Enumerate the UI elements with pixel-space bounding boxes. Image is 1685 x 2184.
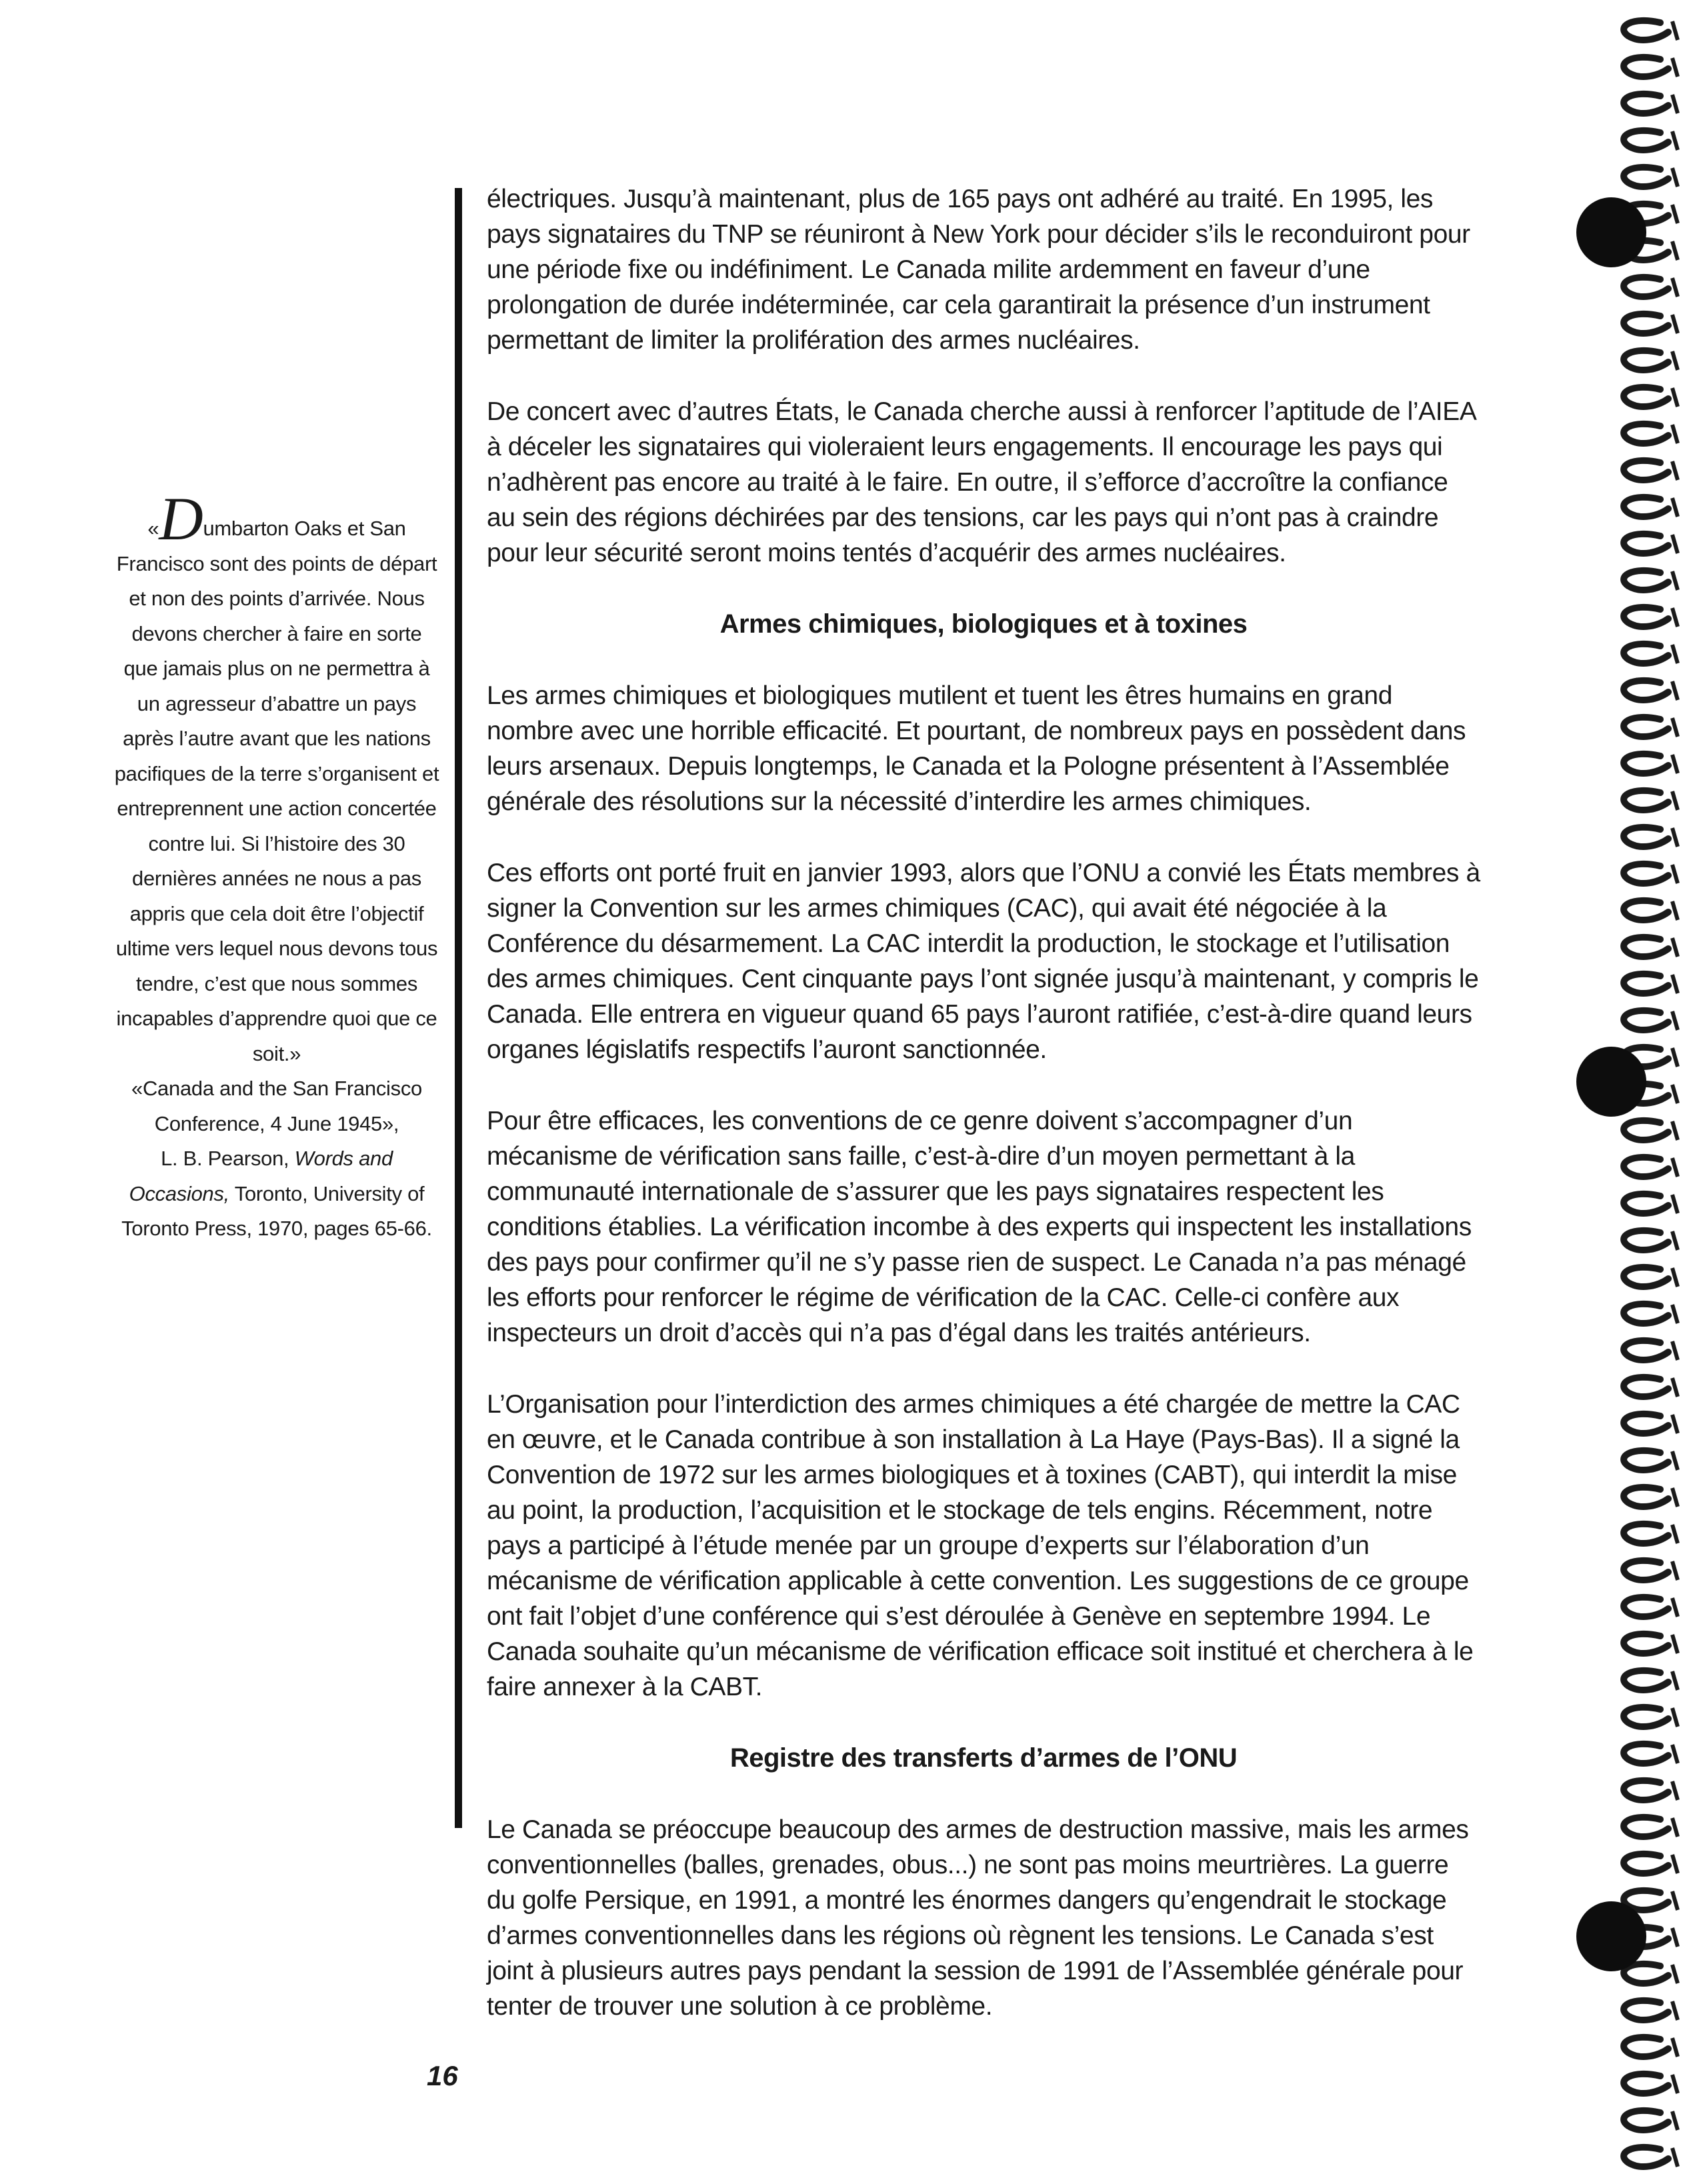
spiral-loop (1624, 387, 1668, 407)
spiral-wire (1672, 865, 1678, 883)
paragraph: électriques. Jusqu’à maintenant, plus de 165 pays ont adhéré au traité. En 1995, les pays signataires du TNP se réuniront à New York pour décider s’ils le reconduiront pour une période fixe ou indéfiniment. Le Canada milite ardemment en faveur d’une prolongation de durée indéterminée, car cela garantirait la présence d’un instrument permettant de limiter la prolifération des armes nucléaires. (487, 185, 1470, 355)
paragraph: L’Organisation pour l’interdiction des armes chimiques a été chargée de mettre la CAC en œuvre, et le Canada contribue à son installation à La Haye (Pays-Bas). Il a signé la Convention de 1972 sur les armes biologiques et à toxines (CABT), qui interdit la mise au point, la production, l’acquisition et le stockage de tels engins. Récemment, notre pays a participé à l’étude menée par un groupe d’experts sur l’élaboration d’un mécanisme de vérification applicable à cette convention. Les suggestions de ce groupe ont fait l’objet d’une conférence qui s’est déroulée à Genève en septembre 1994. Le Canada souhaite qu’un mécanisme de vérification efficace soit institué et cherchera à le faire annexer à la CABT. (487, 1390, 1474, 1701)
spiral-loop (1624, 827, 1668, 847)
spiral-wire (1672, 131, 1678, 150)
spiral-loop (1624, 57, 1668, 77)
spiral-loop (1624, 424, 1668, 443)
citation-publisher: Toronto, University of Toronto Press, 1970, pages 65-66. (121, 1181, 432, 1240)
spiral-loop (1624, 607, 1668, 627)
spiral-wire (1672, 95, 1678, 113)
spiral-loop (1624, 1817, 1668, 1837)
spiral-loop (1624, 937, 1668, 957)
spiral-wire (1672, 828, 1678, 847)
spiral-loop (1624, 1744, 1668, 1763)
spiral-loop (1624, 1487, 1668, 1507)
page-number: 16 (427, 2060, 458, 2091)
spiral-wire (1672, 755, 1678, 773)
quote-text (113, 485, 440, 1071)
spiral-wire (1672, 2001, 1678, 2020)
spiral-loop (1624, 1634, 1668, 1653)
spiral-wire (1672, 498, 1678, 517)
spiral-wire (1672, 351, 1678, 370)
spiral-loop (1624, 1451, 1668, 1470)
spiral-wire (1672, 168, 1678, 187)
spiral-loop (1624, 681, 1668, 700)
spiral-wire (1672, 901, 1678, 920)
sidebar-quote (113, 485, 440, 1247)
quote-body: umbarton Oaks et San Francisco sont des points de départ et non des points d’arrivée. Nous devons chercher à faire en sorte que jamais plus on ne permettra à un agresseur d’abattre un pays après l’autre avant que les nations pacifiques de la terre s’organisent et entreprennent une action concertée contre lui. Si l’histoire des 30 dernières années ne nous a pas appris que cela doit être l’objectif ultime vers lequel nous devons tous tendre, c’est que nous sommes incapables d’apprendre quoi que ce soit.» (114, 517, 439, 1065)
spiral-loop (1624, 754, 1668, 773)
spiral-loop (1624, 167, 1668, 187)
spiral-wire (1672, 1891, 1678, 1910)
spiral-wire (1672, 645, 1678, 663)
spiral-wire (1672, 461, 1678, 480)
section-heading: Registre des transferts d’armes de l’ONU (729, 1743, 1238, 1773)
spiral-loop (1624, 1854, 1668, 1873)
spiral-loop (1624, 1194, 1668, 1213)
spiral-loop (1624, 1341, 1668, 1360)
quote-citation (113, 1071, 440, 1247)
spiral-wire (1672, 1231, 1678, 1250)
spiral-wire (1672, 2075, 1678, 2093)
spiral-loop (1624, 277, 1668, 297)
spiral-wire (1672, 1928, 1678, 1947)
spiral-wire (1672, 1195, 1678, 1213)
spiral-loop (1624, 2037, 1668, 2057)
spiral-wire (1672, 1011, 1678, 1030)
spiral-wire (1672, 1415, 1678, 1433)
spiral-wire (1672, 535, 1678, 553)
spiral-wire (1672, 718, 1678, 737)
paragraph: Le Canada se préoccupe beaucoup des armes de destruction massive, mais les armes conventionnelles (balles, grenades, obus...) ne sont pas moins meurtrières. La guerre du golfe Persique, en 1991, a montré les énormes dangers qu’engendrait le stockage d’armes conventionnelles dans les régions où règnent les tensions. Le Canada s’est joint à plusieurs autres pays pendant la session de 1991 de l’Assemblée générale pour tenter de trouver une solution à ce problème. (487, 1815, 1469, 2021)
spiral-loop (1624, 644, 1668, 663)
spiral-loop (1624, 2147, 1668, 2167)
spiral-loop (1624, 2001, 1668, 2020)
spiral-wire (1672, 1745, 1678, 1763)
spiral-loop (1624, 461, 1668, 480)
citation-author: L. B. Pearson, (161, 1147, 289, 1170)
spiral-loop (1624, 1964, 1668, 1983)
spiral-loop (1624, 2074, 1668, 2093)
spiral-loop (1624, 1011, 1668, 1030)
paragraph: De concert avec d’autres États, le Canada cherche aussi à renforcer l’aptitude de l’AIEA à déceler les signataires qui violeraient leurs engagements. Il encourage les pays qui n’adhèrent pas encore au traité à le faire. En outre, il s’efforce d’accroître la confiance au sein des régions déchirées par des tensions, car les pays qui n’ont pas à craindre pour leur sécurité seront moins tentés d’acquérir des armes nucléaires. (487, 397, 1476, 567)
spiral-wire (1672, 278, 1678, 297)
spiral-loop (1624, 901, 1668, 920)
spiral-wire (1672, 1451, 1678, 1470)
spiral-wire (1672, 975, 1678, 993)
spiral-wire (1672, 1341, 1678, 1360)
spiral-wire (1672, 1488, 1678, 1507)
spiral-wire (1672, 571, 1678, 590)
spiral-wire (1672, 241, 1678, 260)
spiral-loop (1624, 131, 1668, 150)
spiral-wire (1672, 205, 1678, 223)
spiral-wire (1672, 388, 1678, 407)
spiral-loop (1624, 314, 1668, 333)
spiral-wire (1672, 1085, 1678, 1103)
spiral-wire (1672, 425, 1678, 443)
drop-cap: D (159, 485, 203, 553)
spiral-wire (1672, 681, 1678, 700)
spiral-loop (1624, 2111, 1668, 2130)
spiral-loop (1624, 21, 1668, 40)
spiral-wire (1672, 608, 1678, 627)
spiral-wire (1672, 315, 1678, 333)
spiral-wire (1672, 1965, 1678, 1983)
spiral-wire (1672, 1158, 1678, 1177)
spiral-wire (1672, 1048, 1678, 1067)
spiral-loop (1624, 351, 1668, 370)
spiral-loop (1624, 864, 1668, 883)
spiral-loop (1624, 1597, 1668, 1617)
spiral-loop (1624, 1671, 1668, 1690)
spiral-wire (1672, 2148, 1678, 2167)
punch-hole (1576, 197, 1646, 267)
spiral-loop (1624, 1781, 1668, 1800)
spiral-wire (1672, 1378, 1678, 1397)
spiral-wire (1672, 1561, 1678, 1580)
spiral-wire (1672, 1305, 1678, 1323)
spiral-loop (1624, 534, 1668, 553)
spiral-loop (1624, 1707, 1668, 1727)
spiral-loop (1624, 791, 1668, 810)
spiral-wire (1672, 1781, 1678, 1800)
spiral-wire (1672, 2111, 1678, 2130)
paragraph: Pour être efficaces, les conventions de ce genre doivent s’accompagner d’un mécanisme de vérification sans faille, c’est-à-dire d’un moyen permettant à la communauté internationale de s’assurer que les pays signataires respectent les conditions établies. La vérification incombe à des experts qui inspectent les installations des pays pour confirmer qu’il ne s’y passe rien de suspect. Le Canada n’a pas ménagé les efforts pour renforcer le régime de vérification de la CAC. Celle-ci confère aux inspecteurs un droit d’accès qui n’a pas d’égal dans les traités antérieurs. (487, 1107, 1472, 1347)
spiral-loop (1624, 1157, 1668, 1177)
spiral-loop (1624, 1524, 1668, 1543)
spiral-wire (1672, 1268, 1678, 1287)
spiral-wire (1672, 1855, 1678, 1873)
paragraph: Ces efforts ont porté fruit en janvier 1993, alors que l’ONU a convié les États membres à signer la Convention sur les armes chimiques (CAC), qui avait été négociée à la Conférence du désarmement. La CAC interdit la production, le stockage et l’utilisation des armes chimiques. Cent cinquante pays l’ont signée jusqu’à maintenant, y compris le Canada. Elle entrera en vigueur quand 65 pays l’auront ratifiée, c’est-à-dire quand leurs organes législatifs respectifs l’auront sanctionnée. (487, 859, 1480, 1064)
paragraph: Les armes chimiques et biologiques mutilent et tuent les êtres humains en grand nombre avec une horrible efficacité. Et pourtant, de nombreux pays en possèdent dans leurs arsenaux. Depuis longtemps, le Canada et la Pologne présentent à l’Assemblée générale des résolutions sur la nécessité d’interdire les armes chimiques. (487, 681, 1466, 816)
spiral-wire (1672, 1635, 1678, 1653)
spiral-wire (1672, 1525, 1678, 1543)
spiral-wire (1672, 1671, 1678, 1690)
spiral-loop (1624, 1561, 1668, 1580)
main-column (487, 181, 1480, 2060)
spiral-loop (1624, 717, 1668, 737)
spiral-wire (1672, 21, 1678, 40)
margin-rule (455, 188, 462, 1828)
spiral-binding (1580, 0, 1685, 2181)
spiral-wire (1672, 791, 1678, 810)
spiral-loop (1624, 1377, 1668, 1397)
spiral-loop (1624, 1267, 1668, 1287)
spiral-wire (1672, 1121, 1678, 1140)
spiral-wire (1672, 938, 1678, 957)
spiral-loop (1624, 1231, 1668, 1250)
spiral-wire (1672, 1598, 1678, 1617)
spiral-wire (1672, 2038, 1678, 2057)
spiral-loop (1624, 974, 1668, 993)
punch-hole (1576, 1901, 1646, 1971)
citation-source: «Canada and the San Francisco Conference, 4 June 1945», (131, 1077, 422, 1135)
spiral-loop (1624, 1121, 1668, 1140)
open-quote: « (147, 517, 159, 540)
section-heading: Armes chimiques, biologiques et à toxines (719, 609, 1248, 639)
spiral-loop (1624, 497, 1668, 517)
citation-title: Words and Occasions, (129, 1147, 393, 1205)
spiral-wire (1672, 1708, 1678, 1727)
spiral-loop (1624, 1414, 1668, 1433)
spiral-wire (1672, 1818, 1678, 1837)
spiral-loop (1624, 1304, 1668, 1323)
spiral-loop (1624, 571, 1668, 590)
punch-hole (1576, 1047, 1646, 1117)
spiral-wire (1672, 58, 1678, 77)
spiral-loop (1624, 94, 1668, 113)
